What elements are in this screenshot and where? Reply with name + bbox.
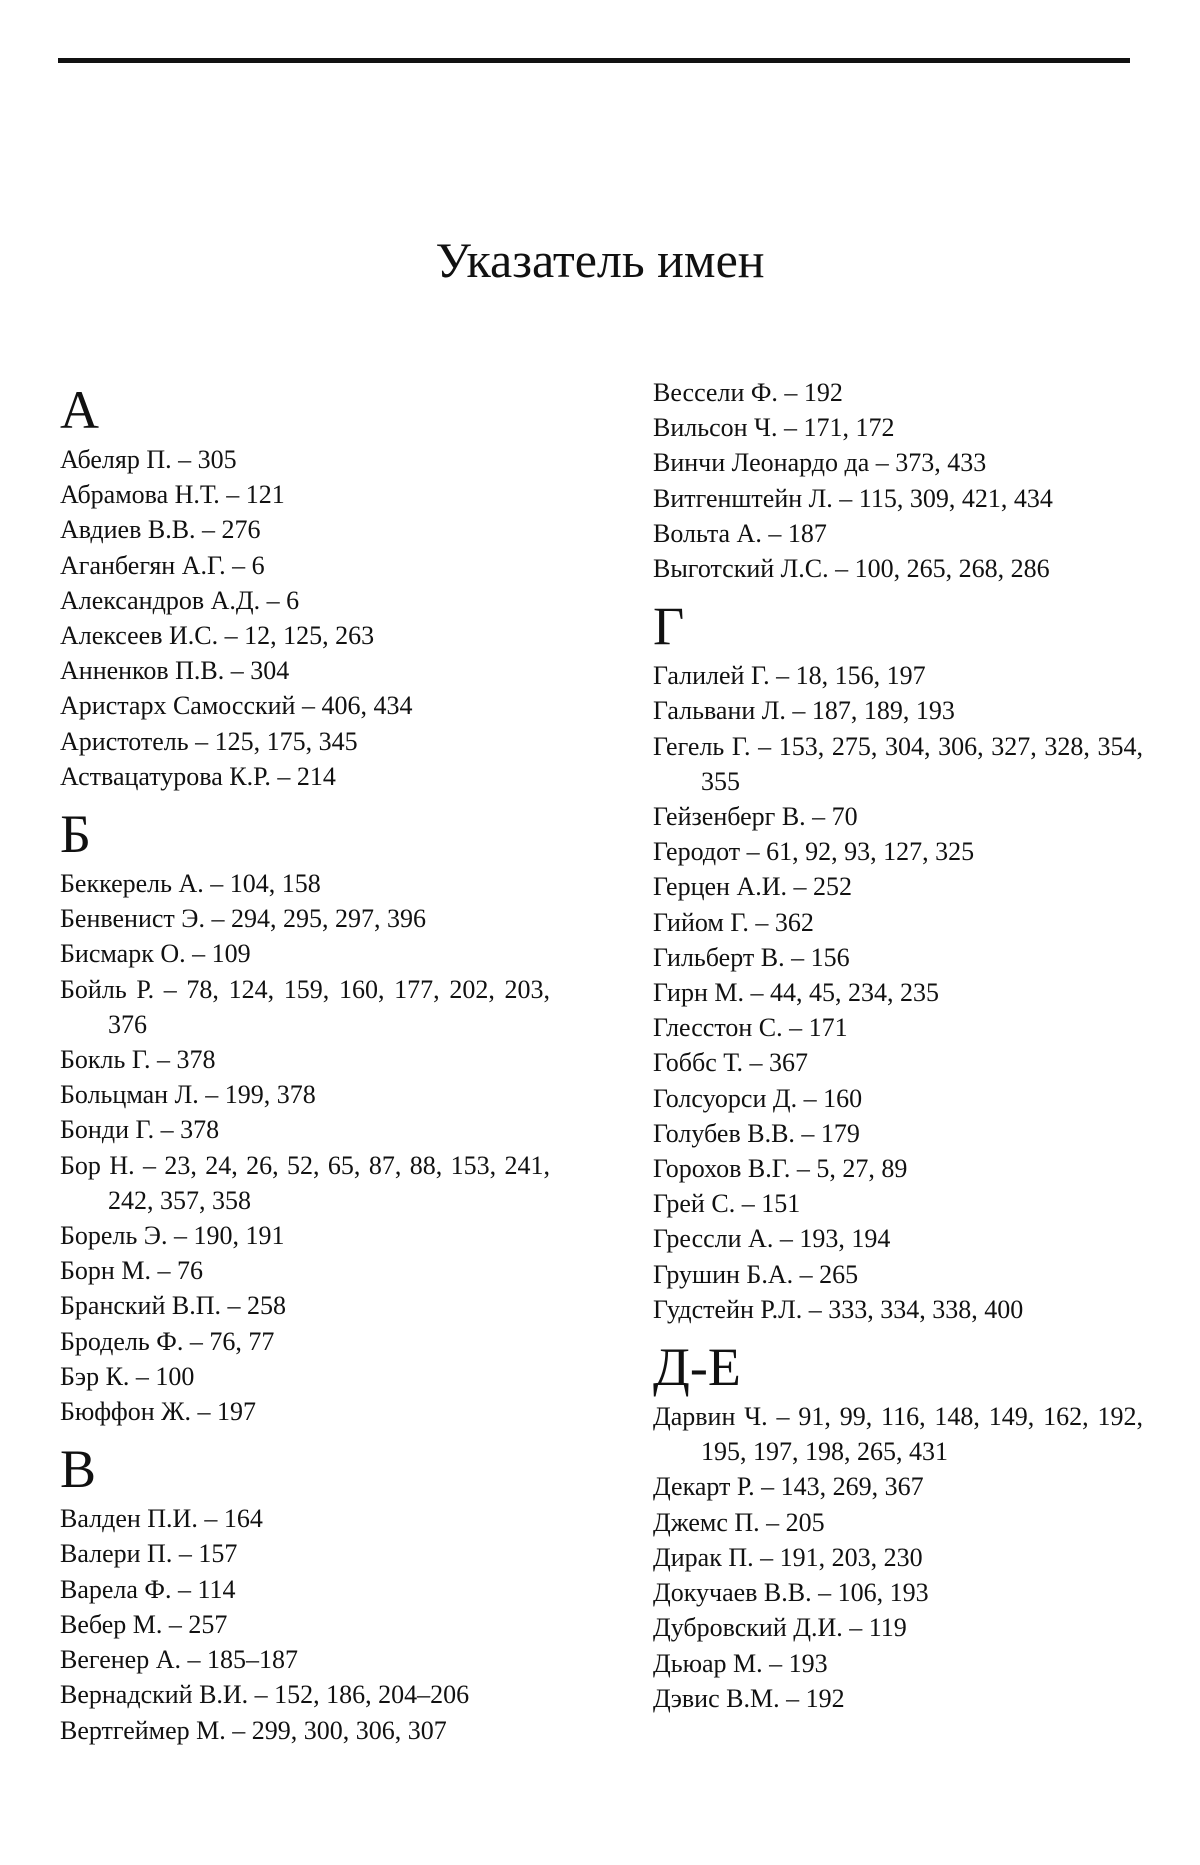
section-letter: А: [60, 380, 99, 440]
index-entry: Бокль Г. – 378: [60, 1045, 216, 1075]
index-section: [653, 375, 1143, 586]
index-entry: Бенвенист Э. – 294, 295, 297, 396: [60, 904, 426, 934]
index-entry: Борн М. – 76: [60, 1256, 203, 1286]
index-entry: Абрамова Н.Т. – 121: [60, 480, 285, 510]
index-entry: Валден П.И. – 164: [60, 1504, 263, 1534]
section-letter: Б: [60, 804, 92, 865]
index-entry: Бранский В.П. – 258: [60, 1291, 287, 1321]
index-entry: Дэвис В.М. – 192: [653, 1683, 845, 1713]
index-entry: Витгенштейн Л. – 115, 309, 421, 434: [653, 483, 1053, 513]
index-column-left: [60, 380, 550, 1748]
index-entry: Вебер М. – 257: [60, 1609, 228, 1639]
index-section: [60, 380, 550, 794]
index-entry: Варела Ф. – 114: [60, 1574, 236, 1604]
index-entry: Дьюар М. – 193: [653, 1648, 828, 1678]
index-entry: Гийом Г. – 362: [653, 907, 814, 937]
index-section: [60, 804, 550, 1429]
index-entry: Аствацатурова К.Р. – 214: [60, 761, 336, 791]
index-entry: Александров А.Д. – 6: [60, 585, 300, 615]
entry-list: [60, 1501, 550, 1747]
index-entry: Голубев В.В. – 179: [653, 1118, 860, 1148]
index-entry: Гальвани Л. – 187, 189, 193: [653, 696, 955, 726]
index-entry: Горохов В.Г. – 5, 27, 89: [653, 1154, 908, 1184]
entry-list: [60, 866, 550, 1429]
index-entry: Винчи Леонардо да – 373, 433: [653, 448, 987, 478]
index-entry: Голсуорси Д. – 160: [653, 1083, 863, 1113]
index-entry: Гильберт В. – 156: [653, 942, 850, 972]
index-entry: Гейзенберг В. – 70: [653, 802, 858, 832]
index-entry: Гудстейн Р.Л. – 333, 334, 338, 400: [653, 1294, 1024, 1324]
index-entry: Джемс П. – 205: [653, 1507, 825, 1537]
index-entry: Герцен А.И. – 252: [653, 872, 853, 902]
index-entry: Бюффон Ж. – 197: [60, 1397, 256, 1427]
section-letter: В: [60, 1439, 97, 1500]
index-entry: Дирак П. – 191, 203, 230: [653, 1542, 923, 1572]
entry-list: [653, 1399, 1143, 1716]
index-section: [653, 596, 1143, 1327]
index-entry: Грессли А. – 193, 194: [653, 1224, 891, 1254]
index-entry: Геродот – 61, 92, 93, 127, 325: [653, 837, 975, 867]
entry-list: [653, 658, 1143, 1327]
index-entry: Вегенер А. – 185–187: [60, 1645, 298, 1675]
section-letter: Д-Е: [653, 1337, 741, 1398]
page-title: Указатель имен: [435, 231, 765, 288]
index-entry: Анненков П.В. – 304: [60, 656, 290, 686]
index-entry: Дубровский Д.И. – 119: [653, 1613, 907, 1643]
index-entry: Вессели Ф. – 192: [653, 378, 843, 407]
index-entry: Аристотель – 125, 175, 345: [60, 726, 358, 756]
index-entry: Вильсон Ч. – 171, 172: [653, 413, 895, 443]
index-entry: Гирн М. – 44, 45, 234, 235: [653, 978, 939, 1008]
index-entry: Аристарх Самосский – 406, 434: [60, 691, 413, 721]
index-entry: Бойль Р. – 78, 124, 159, 160, 177, 202, 203, 376: [60, 974, 550, 1039]
index-entry: Бор Н. – 23, 24, 26, 52, 65, 87, 88, 153, 241, 242, 357, 358: [60, 1150, 550, 1215]
index-entry: Гегель Г. – 153, 275, 304, 306, 327, 328, 354, 355: [653, 731, 1143, 796]
index-entry: Грей С. – 151: [653, 1189, 801, 1219]
index-entry: Алексеев И.С. – 12, 125, 263: [60, 621, 375, 651]
index-section: [653, 1337, 1143, 1716]
index-entry: Вернадский В.И. – 152, 186, 204–206: [60, 1680, 470, 1710]
index-entry: Больцман Л. – 199, 378: [60, 1080, 316, 1110]
index-entry: Грушин Б.А. – 265: [653, 1259, 859, 1289]
index-entry: Борель Э. – 190, 191: [60, 1221, 285, 1251]
index-entry: Валери П. – 157: [60, 1539, 238, 1569]
index-entry: Вертгеймер М. – 299, 300, 306, 307: [60, 1715, 447, 1745]
index-entry: Выготский Л.С. – 100, 265, 268, 286: [653, 554, 1050, 584]
index-entry: Дарвин Ч. – 91, 99, 116, 148, 149, 162, 192, 195, 197, 198, 265, 431: [653, 1402, 1143, 1467]
entry-list: [653, 375, 1143, 586]
index-column-right: [653, 375, 1143, 1716]
index-entry: Докучаев В.В. – 106, 193: [653, 1578, 929, 1608]
index-entry: Бонди Г. – 378: [60, 1115, 220, 1145]
entry-list: [60, 442, 550, 794]
section-letter: Г: [653, 596, 685, 657]
index-entry: Беккерель А. – 104, 158: [60, 869, 321, 899]
index-section: [60, 1439, 550, 1747]
index-entry: Авдиев В.В. – 276: [60, 515, 261, 545]
index-entry: Вольта А. – 187: [653, 518, 827, 548]
index-entry: Бэр К. – 100: [60, 1361, 195, 1391]
index-entry: Гоббс Т. – 367: [653, 1048, 809, 1078]
index-entry: Бисмарк О. – 109: [60, 939, 251, 969]
index-entry: Декарт Р. – 143, 269, 367: [653, 1472, 924, 1502]
index-entry: Аганбегян А.Г. – 6: [60, 550, 265, 580]
index-entry: Абеляр П. – 305: [60, 445, 237, 474]
index-entry: Глесстон С. – 171: [653, 1013, 848, 1043]
index-entry: Бродель Ф. – 76, 77: [60, 1326, 275, 1356]
top-rule: [58, 58, 1130, 63]
index-entry: Галилей Г. – 18, 156, 197: [653, 661, 926, 691]
